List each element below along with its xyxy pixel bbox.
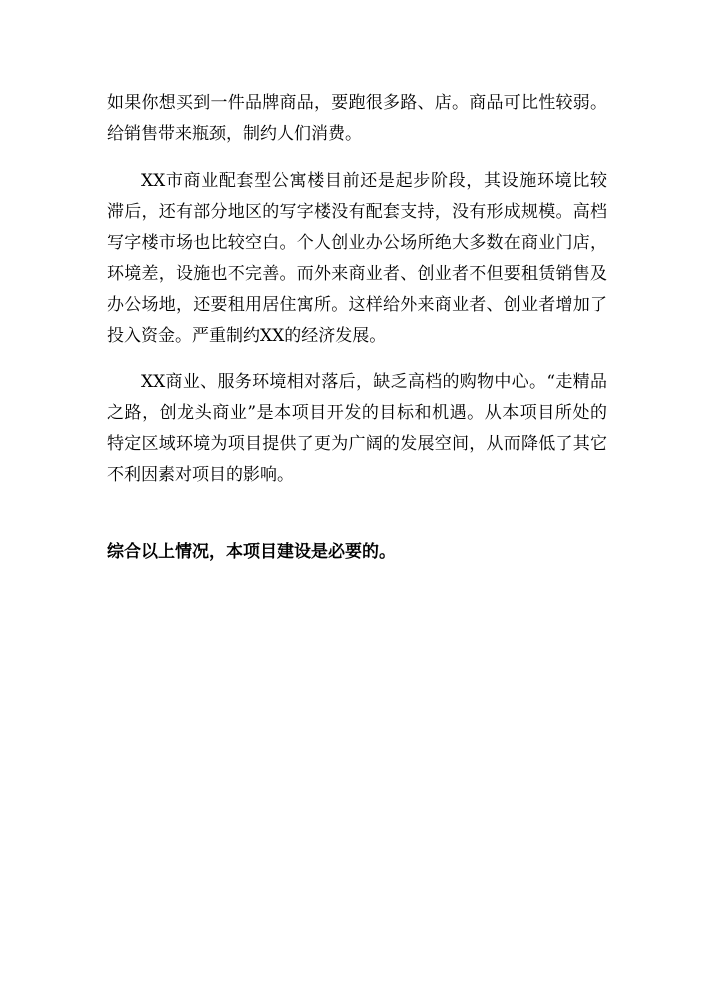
paragraph-continuation: 如果你想买到一件品牌商品，要跑很多路、店。商品可比性较弱。给销售带来瓶颈，制约人们消费。	[107, 93, 607, 144]
paragraph-apartment-market: XX市商业配套型公寓楼目前还是起步阶段，其设施环境比较滞后，还有部分地区的写字楼没有配套支持，没有形成规模。高档写字楼市场也比较空白。个人创业办公场所绝大多数在商业门店，环境差，设施也不完善。而外来商业者、创业者不但要租赁销售及办公场地，还要租用居住寓所。这样给外来商业者、创业者增加了投入资金。严重制约XX的经济发展。	[107, 171, 607, 346]
document-page	[107, 88, 607, 568]
paragraph-commercial-environment: XX商业、服务环境相对落后，缺乏高档的购物中心。“走精品之路，创龙头商业”是本项目开发的目标和机遇。从本项目所处的特定区域环境为项目提供了更为广阔的发展空间，从而降低了其它不利因素对项目的影响。	[107, 372, 607, 485]
conclusion-statement: 综合以上情况，本项目建设是必要的。	[107, 542, 396, 562]
